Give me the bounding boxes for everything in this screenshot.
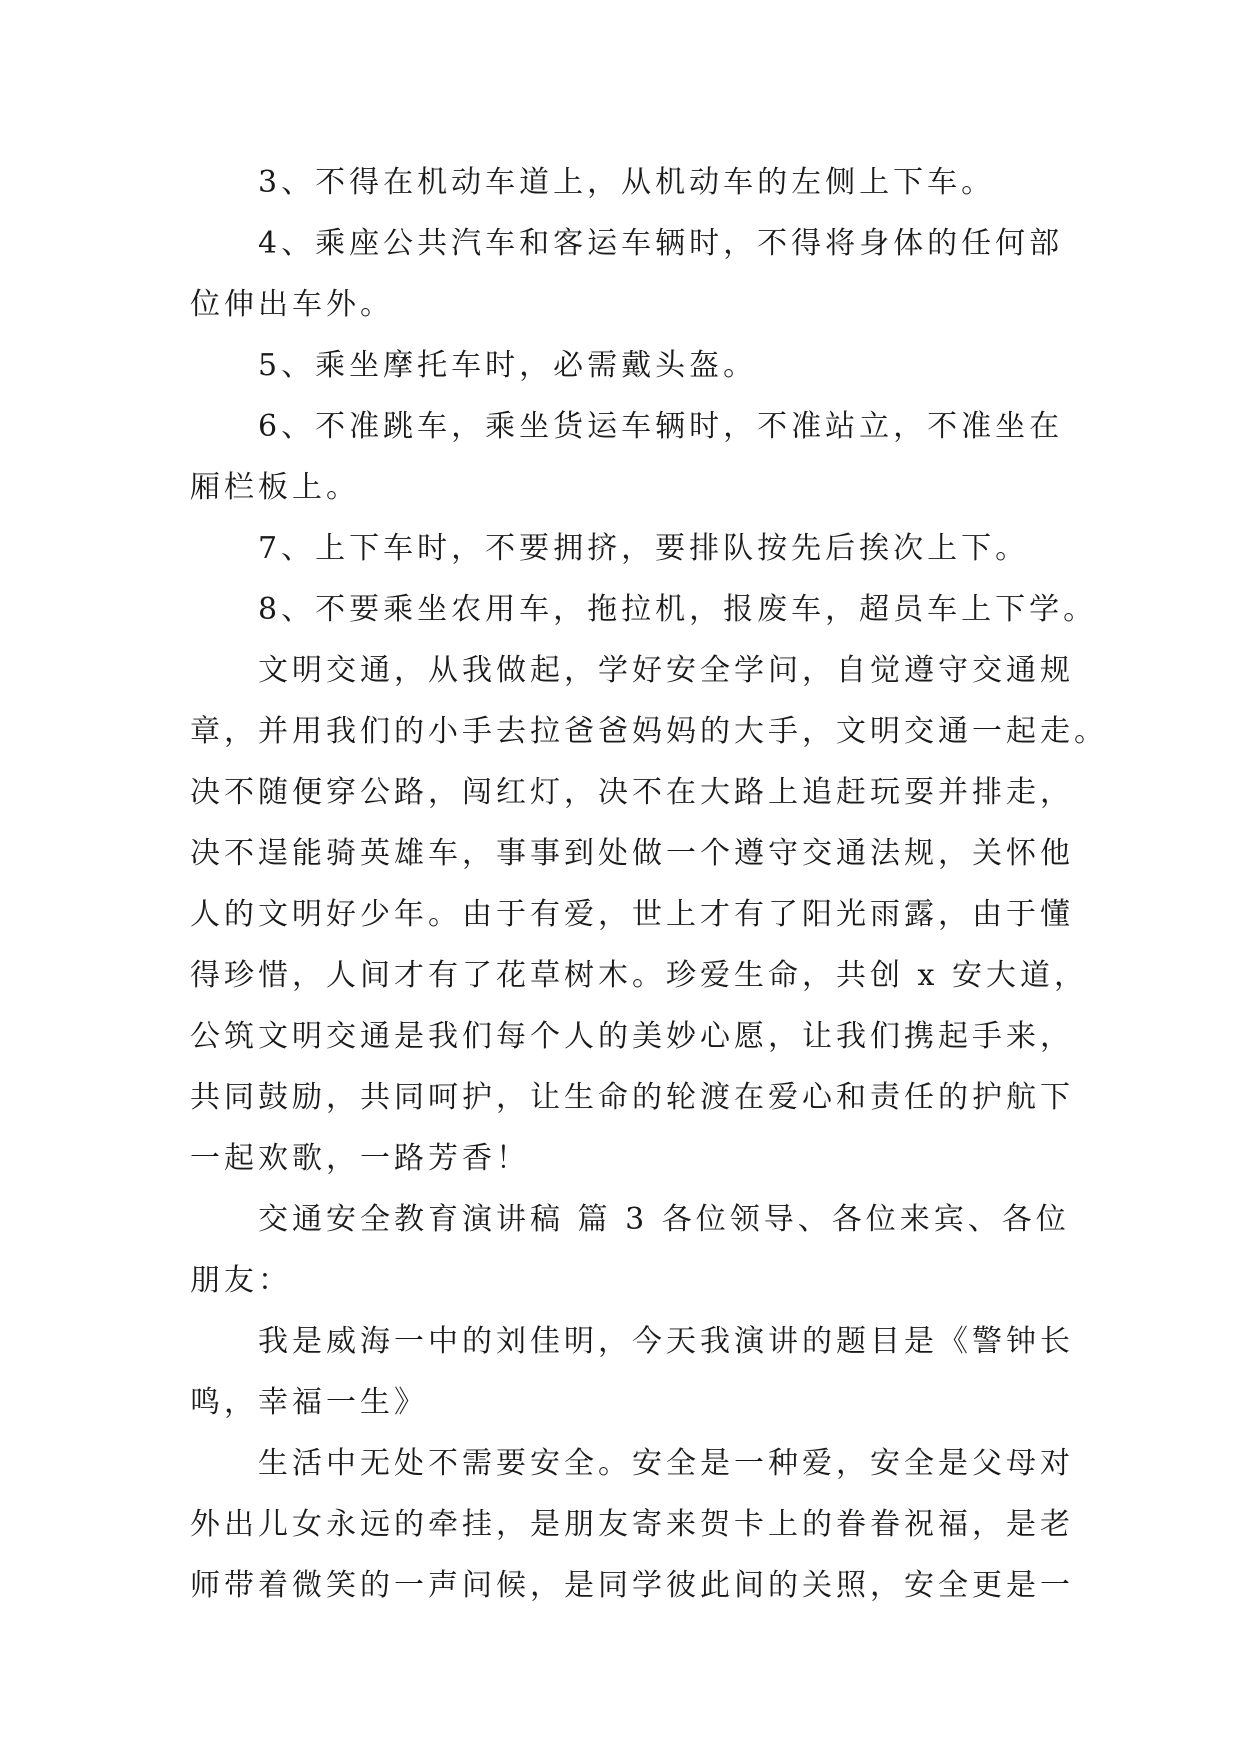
text-line: 4、乘座公共汽车和客运车辆时，不得将身体的任何部 (258, 226, 1064, 261)
section-heading-line: 交通安全教育演讲稿 篇 3 各位领导、各位来宾、各位 (258, 1202, 1070, 1237)
text-line: 人的文明好少年。由于有爱，世上才有了阳光雨露，由于懂 (190, 897, 1074, 932)
text-line: 公筑文明交通是我们每个人的美妙心愿，让我们携起手来， (190, 1019, 1074, 1054)
text-line: 6、不准跳车，乘坐货运车辆时，不准站立，不准坐在 (258, 409, 1064, 444)
text-line: 外出儿女永远的牵挂，是朋友寄来贺卡上的眷眷祝福，是老 (190, 1507, 1074, 1542)
text-line: 厢栏板上。 (190, 470, 360, 505)
text-line: 我是威海一中的刘佳明，今天我演讲的题目是《警钟长 (258, 1324, 1074, 1359)
text-line: 一起欢歌，一路芳香！ (190, 1141, 530, 1176)
text-line: 决不随便穿公路，闯红灯，决不在大路上追赶玩耍并排走， (190, 775, 1074, 810)
text-line: 8、不要乘坐农用车，拖拉机，报废车，超员车上下学。 (258, 592, 1098, 627)
text-line: 3、不得在机动车道上，从机动车的左侧上下车。 (258, 165, 996, 200)
text-line: 文明交通，从我做起，学好安全学问，自觉遵守交通规 (258, 653, 1074, 688)
text-line: 共同鼓励，共同呵护，让生命的轮渡在爱心和责任的护航下 (190, 1080, 1074, 1115)
text-line: 得珍惜，人间才有了花草树木。珍爱生命，共创 x 安大道， (190, 958, 1088, 993)
document-body (190, 152, 1108, 1616)
text-line: 生活中无处不需要安全。安全是一种爱，安全是父母对 (258, 1446, 1074, 1481)
text-line: 章，并用我们的小手去拉爸爸妈妈的大手，文明交通一起走。 (190, 714, 1108, 749)
text-line: 师带着微笑的一声问候，是同学彼此间的关照，安全更是一 (190, 1568, 1074, 1603)
text-line: 位伸出车外。 (190, 287, 394, 322)
text-line: 5、乘坐摩托车时，必需戴头盔。 (258, 348, 758, 383)
text-line: 决不逞能骑英雄车，事事到处做一个遵守交通法规，关怀他 (190, 836, 1074, 871)
text-line: 鸣，幸福一生》 (190, 1385, 428, 1420)
text-line: 朋友： (190, 1263, 292, 1298)
text-line: 7、上下车时，不要拥挤，要排队按先后挨次上下。 (258, 531, 1030, 566)
